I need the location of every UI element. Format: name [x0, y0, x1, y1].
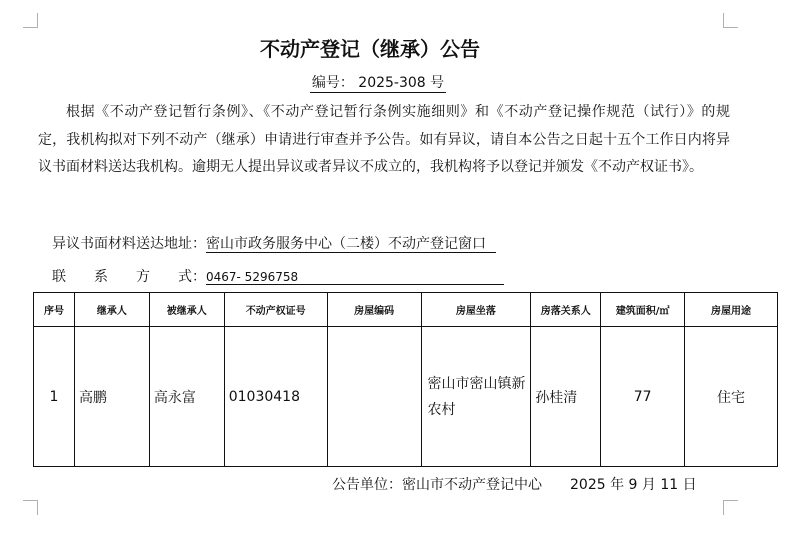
contact-row	[52, 266, 504, 286]
column-header: 被继承人	[149, 293, 224, 327]
announcement-footer	[332, 474, 697, 494]
page-corner-mark	[23, 500, 38, 515]
row-number: 1	[34, 327, 75, 467]
building-area-cell: 77	[601, 327, 685, 467]
certificate-number-cell: 01030418	[224, 327, 327, 467]
column-header: 不动产权证号	[224, 293, 327, 327]
announcement-paragraph: 根据《不动产登记暂行条例》、《不动产登记暂行条例实施细则》和《不动产登记操作规范（试行）》的规定，我机构拟对下列不动产（继承）申请进行审查并予公告。如有异议，请自本公告之日起十五个工作日内将异议书面材料送达我机构。逾期无人提出异议或者异议不成立的，我机构将予以登记并颁发《不动产权证书》。	[38, 104, 730, 175]
column-header: 继承人	[74, 293, 149, 327]
objection-address-label: 异议书面材料送达地址：	[52, 236, 206, 252]
column-header: 序号	[34, 293, 75, 327]
contact-label: 联 系 方 式：	[52, 269, 206, 285]
column-header: 房屋用途	[685, 293, 778, 327]
page-corner-mark	[23, 13, 38, 28]
column-header: 建筑面积/㎡	[601, 293, 685, 327]
issuer-name: 密山市不动产登记中心	[402, 477, 542, 493]
heir-cell: 高鹏	[74, 327, 149, 467]
issuer-label: 公告单位：	[332, 477, 402, 493]
contact-value: 0467- 5296758	[206, 270, 504, 285]
house-code-cell	[327, 327, 421, 467]
table-row	[34, 327, 778, 467]
column-header: 房屋坐落	[421, 293, 531, 327]
announcement-body	[38, 99, 730, 182]
related-person-cell: 孙桂清	[531, 327, 601, 467]
objection-address-value: 密山市政务服务中心（二楼）不动产登记窗口	[206, 236, 496, 253]
document-title: 不动产登记（继承）公告	[260, 37, 480, 61]
page-corner-mark	[723, 13, 738, 28]
objection-address-row	[52, 233, 496, 253]
document-number-text: 编号： 2025-308 号	[311, 75, 445, 91]
column-header: 房屋编码	[327, 293, 421, 327]
announcement-date: 2025 年 9 月 11 日	[570, 477, 697, 493]
column-header: 房落关系人	[531, 293, 601, 327]
house-location-cell: 密山市密山镇新农村	[421, 327, 531, 467]
house-usage-cell: 住宅	[685, 327, 778, 467]
page-corner-mark	[723, 500, 738, 515]
document-number	[0, 72, 756, 92]
table-header-row	[34, 293, 778, 327]
decedent-cell: 高永富	[149, 327, 224, 467]
registration-table	[33, 292, 778, 467]
